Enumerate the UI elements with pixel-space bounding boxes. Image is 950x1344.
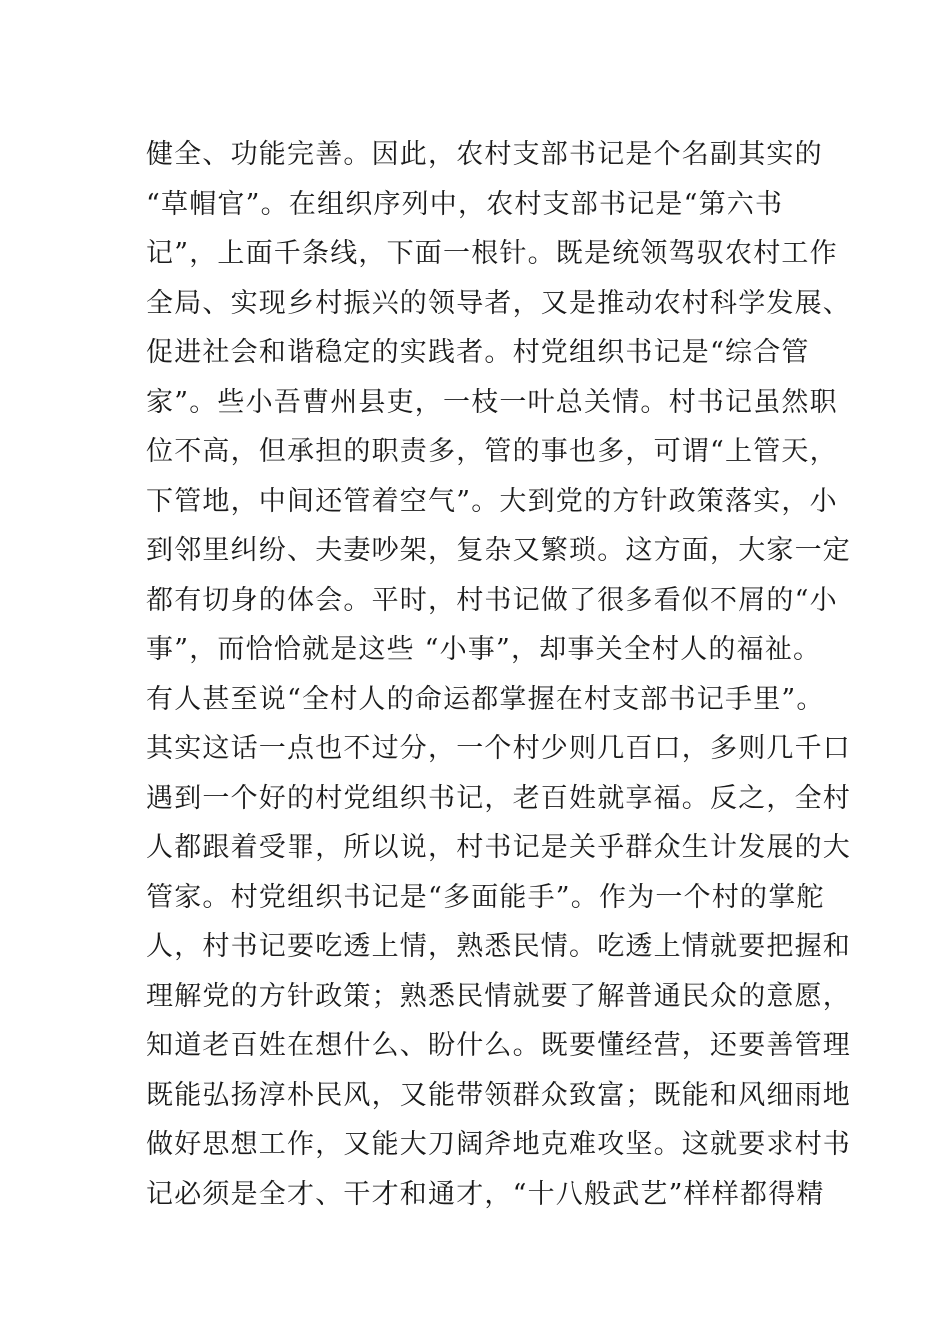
text-line: 知道老百姓在想什么、盼什么。既要懂经营，还要善管理 xyxy=(146,1030,851,1061)
text-line: 全局、实现乡村振兴的领导者，又是推动农村科学发展、 xyxy=(146,287,851,319)
text-line: 做好思想工作，又能大刀阔斧地克难攻坚。这就要求村书 xyxy=(146,1129,851,1160)
body-text xyxy=(146,130,851,1219)
text-line: 家”。些小吾曹州县吏，一枝一叶总关情。村书记虽然职 xyxy=(146,386,838,418)
text-line: 既能弘扬淳朴民风，又能带领群众致富；既能和风细雨地 xyxy=(146,1079,851,1111)
text-line: 人，村书记要吃透上情，熟悉民情。吃透上情就要把握和 xyxy=(146,931,851,962)
text-line: 到邻里纠纷、夫妻吵架，复杂又繁琐。这方面，大家一定 xyxy=(146,535,851,566)
text-line: 遇到一个好的村党组织书记，老百姓就享福。反之，全村 xyxy=(146,782,851,814)
text-line: 理解党的方针政策；熟悉民情就要了解普通民众的意愿， xyxy=(146,980,851,1012)
text-line: 都有切身的体会。平时，村书记做了很多看似不屑的“小 xyxy=(146,584,838,616)
text-line: 有人甚至说“全村人的命运都掌握在村支部书记手里”。 xyxy=(146,683,825,715)
text-line: 健全、功能完善。因此，农村支部书记是个名副其实的 xyxy=(146,139,823,170)
text-line: 促进社会和谐稳定的实践者。村党组织书记是“综合管 xyxy=(146,337,810,368)
text-line: 管家。村党组织书记是“多面能手”。作为一个村的掌舵 xyxy=(146,881,825,913)
text-line: 位不高，但承担的职责多，管的事也多，可谓“上管天， xyxy=(146,436,838,467)
text-line: 下管地，中间还管着空气”。大到党的方针政策落实，小 xyxy=(146,485,838,517)
text-line: “草帽官”。在组织序列中，农村支部书记是“第六书 xyxy=(146,188,784,220)
text-line: 记必须是全才、干才和通才，“十八般武艺”样样都得精 xyxy=(146,1178,825,1210)
text-line: 人都跟着受罪，所以说，村书记是关乎群众生计发展的大 xyxy=(146,832,851,863)
text-line: 其实这话一点也不过分，一个村少则几百口，多则几千口 xyxy=(146,733,851,764)
text-line: 记”，上面千条线，下面一根针。既是统领驾驭农村工作 xyxy=(146,238,838,269)
text-line: 事”，而恰恰就是这些 “小事”，却事关全村人的福祉。 xyxy=(146,634,822,665)
